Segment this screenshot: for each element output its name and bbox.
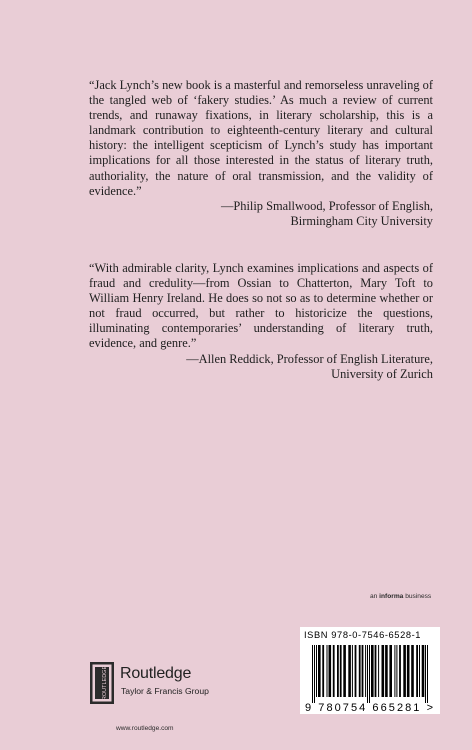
informa-brand: informa xyxy=(379,593,404,600)
routledge-logo-mark xyxy=(90,662,114,704)
endorsement-attribution-name: —Philip Smallwood, Professor of English, xyxy=(220,198,433,213)
publisher-name: Routledge xyxy=(120,665,192,682)
endorsement-attribution-affiliation: University of Zurich xyxy=(331,366,433,381)
endorsement-quote-1 xyxy=(89,78,433,229)
informa-prefix: an xyxy=(370,593,380,600)
publisher-website: www.routledge.com xyxy=(116,725,174,732)
endorsement-text: “With admirable clarity, Lynch examines implications and aspects of fraud and credulity—from Ossian to Chatterton, Mary Toft to William Henry Ireland. He does so not so as to determine whether or not fraud occurred, but rather to historicize the questions, illuminating contemporaries’ understanding of literary truth, evidence, and genre.” xyxy=(89,261,433,351)
endorsement-attribution-name: —Allen Reddick, Professor of English Literature, xyxy=(186,351,433,366)
informa-suffix: business xyxy=(403,593,432,600)
endorsement-quote-2 xyxy=(89,261,433,382)
svg-text:ROUTLEDGE: ROUTLEDGE xyxy=(102,665,108,701)
barcode-digits: 9 780754 665281 > xyxy=(305,702,433,713)
isbn-label: ISBN 978-0-7546-6528-1 xyxy=(304,630,422,640)
isbn-barcode xyxy=(300,627,440,714)
barcode-image xyxy=(303,643,437,713)
endorsement-attribution-affiliation: Birmingham City University xyxy=(290,213,433,228)
informa-business-tagline xyxy=(370,593,431,600)
endorsement-text: “Jack Lynch’s new book is a masterful and remorseless unraveling of the tangled web of ‘fakery studies.’ As much a review of current trends, and runaway fixations, in literary scholarship, this is a landmark contribution to eighteenth-century literary and cultural history: the intelligent scepticism of Lynch’s study has important implications for all those interested in the status of literary truth, authoriality, the nature of oral transmission, and the validity of evidence.” xyxy=(89,78,433,198)
publisher-group: Taylor & Francis Group xyxy=(121,686,209,696)
